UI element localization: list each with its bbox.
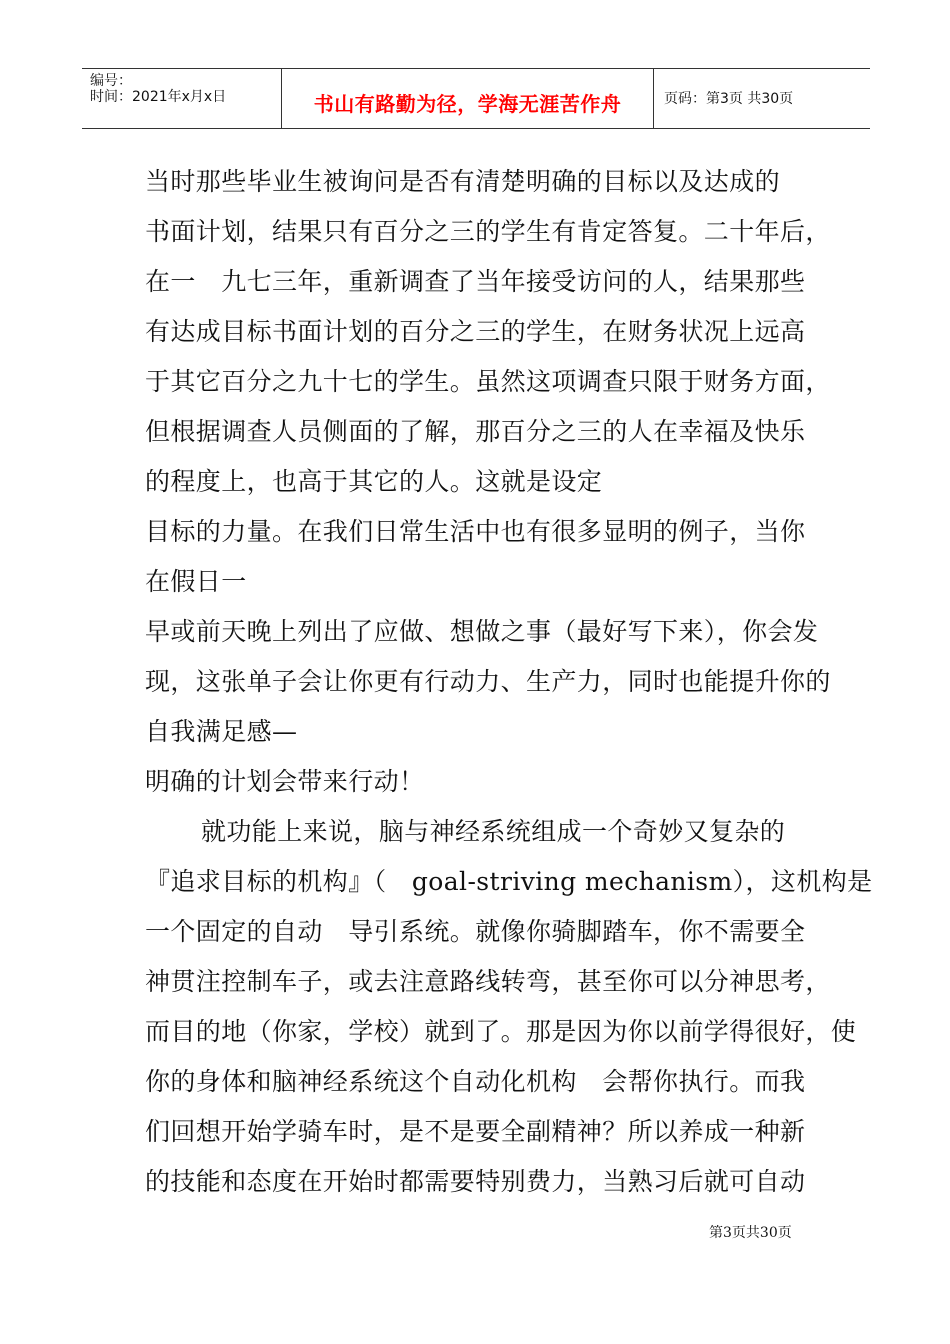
document-body	[145, 160, 873, 1210]
body-line: 当时那些毕业生被询问是否有清楚明确的目标以及达成的	[145, 167, 781, 196]
header-page-number: 页码：第3页 共30页	[664, 91, 794, 107]
document-number-label: 编号：	[90, 73, 132, 89]
header-motto-cell	[281, 69, 654, 128]
body-line: 的技能和态度在开始时都需要特别费力，当熟习后就可自动	[145, 1167, 806, 1196]
body-line: 现，这张单子会让你更有行动力、生产力，同时也能提升你的	[145, 667, 831, 696]
document-header	[82, 68, 870, 129]
footer-page-number: 第3页共30页	[709, 1225, 792, 1241]
body-line: 而目的地（你家，学校）就到了。那是因为你以前学得很好，使	[145, 1017, 857, 1046]
header-page-cell	[654, 69, 870, 128]
body-line: 『追求目标的机构』（ goal-striving mechanism），这机构是	[145, 867, 873, 896]
header-motto: 书山有路勤为径，学海无涯苦作舟	[313, 92, 622, 116]
body-line: 于其它百分之九十七的学生。虽然这项调查只限于财务方面，	[145, 367, 831, 396]
body-line: 书面计划，结果只有百分之三的学生有肯定答复。二十年后，	[145, 217, 831, 246]
body-line: 目标的力量。在我们日常生活中也有很多显明的例子，当你	[145, 517, 806, 546]
body-line: 的程度上，也高于其它的人。这就是设定	[145, 467, 603, 496]
header-meta-cell	[82, 69, 281, 128]
body-line: 你的身体和脑神经系统这个自动化机构 会帮你执行。而我	[145, 1067, 806, 1096]
body-line: 但根据调查人员侧面的了解，那百分之三的人在幸福及快乐	[145, 417, 806, 446]
body-line: 自我满足感—	[145, 717, 298, 746]
body-line: 在假日一	[145, 567, 247, 596]
document-date-label: 时间：2021年x月x日	[90, 89, 227, 105]
body-line: 早或前天晚上列出了应做、想做之事（最好写下来），你会发	[145, 617, 819, 646]
body-line-indented: 就功能上来说，脑与神经系统组成一个奇妙又复杂的	[201, 817, 786, 846]
body-line: 神贯注控制车子，或去注意路线转弯，甚至你可以分神思考，	[145, 967, 831, 996]
body-line: 有达成目标书面计划的百分之三的学生，在财务状况上远高	[145, 317, 806, 346]
body-line: 明确的计划会带来行动！	[145, 767, 425, 796]
body-line: 一个固定的自动 导引系统。就像你骑脚踏车，你不需要全	[145, 917, 806, 946]
body-line: 在一 九七三年，重新调查了当年接受访问的人，结果那些	[145, 267, 806, 296]
body-line: 们回想开始学骑车时，是不是要全副精神？所以养成一种新	[145, 1117, 806, 1146]
